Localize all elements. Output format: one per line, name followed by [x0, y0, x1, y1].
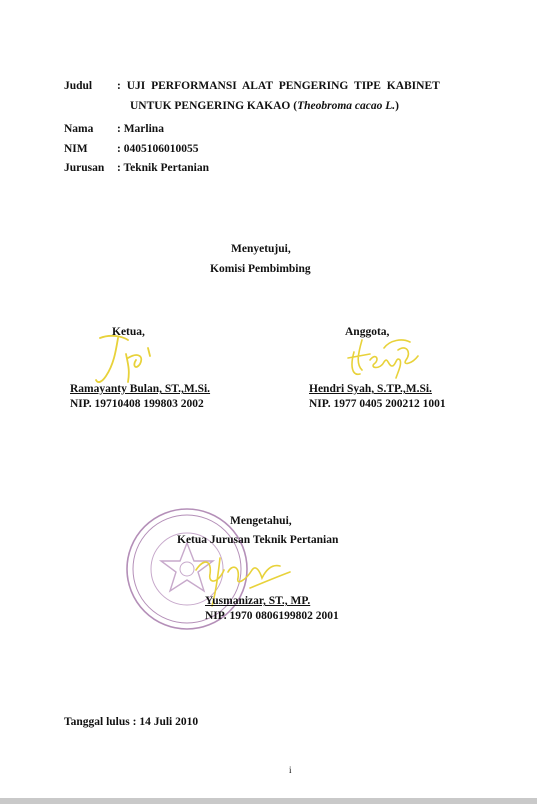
kajur-line-2: Ketua Jurusan Teknik Pertanian [177, 534, 339, 546]
ketua-signature [92, 330, 162, 390]
nama-label: Nama [64, 123, 94, 135]
ketua-nip: NIP. 19710408 199803 2002 [70, 398, 204, 410]
nim-value: : 0405106010055 [117, 143, 199, 155]
judul-line-2-suffix: ) [395, 100, 399, 112]
approval-line-2: Komisi Pembimbing [210, 263, 311, 275]
jurusan-value: : Teknik Pertanian [117, 162, 210, 174]
anggota-nip: NIP. 1977 0405 200212 1001 [309, 398, 446, 410]
judul-line-1: : UJI PERFORMANSI ALAT PENGERING TIPE KABINET [117, 80, 440, 92]
approval-line-1: Menyetujui, [231, 243, 291, 255]
anggota-role: Anggota, [345, 326, 390, 338]
anggota-signature [340, 330, 420, 386]
page-number: i [289, 765, 292, 775]
kajur-name: Yusmanizar, ST., MP. [205, 595, 311, 607]
jurusan-label: Jurusan [64, 162, 105, 174]
judul-line-2-prefix: UNTUK PENGERING KAKAO ( [130, 100, 298, 112]
species-name: Theobroma cacao L. [297, 100, 396, 112]
scan-edge [0, 798, 537, 804]
judul-line-2 [130, 100, 399, 112]
ketua-name: Ramayanty Bulan, ST.,M.Si. [70, 383, 211, 395]
nama-value: : Marlina [117, 123, 164, 135]
ketua-role: Ketua, [112, 326, 145, 338]
nim-label: NIM [64, 143, 88, 155]
kajur-line-1: Mengetahui, [230, 515, 292, 527]
anggota-name: Hendri Syah, S.TP.,M.Si. [309, 383, 432, 395]
graduation-date: Tanggal lulus : 14 Juli 2010 [64, 716, 199, 728]
judul-label: Judul [64, 80, 93, 92]
kajur-nip: NIP. 1970 0806199802 2001 [205, 610, 339, 622]
